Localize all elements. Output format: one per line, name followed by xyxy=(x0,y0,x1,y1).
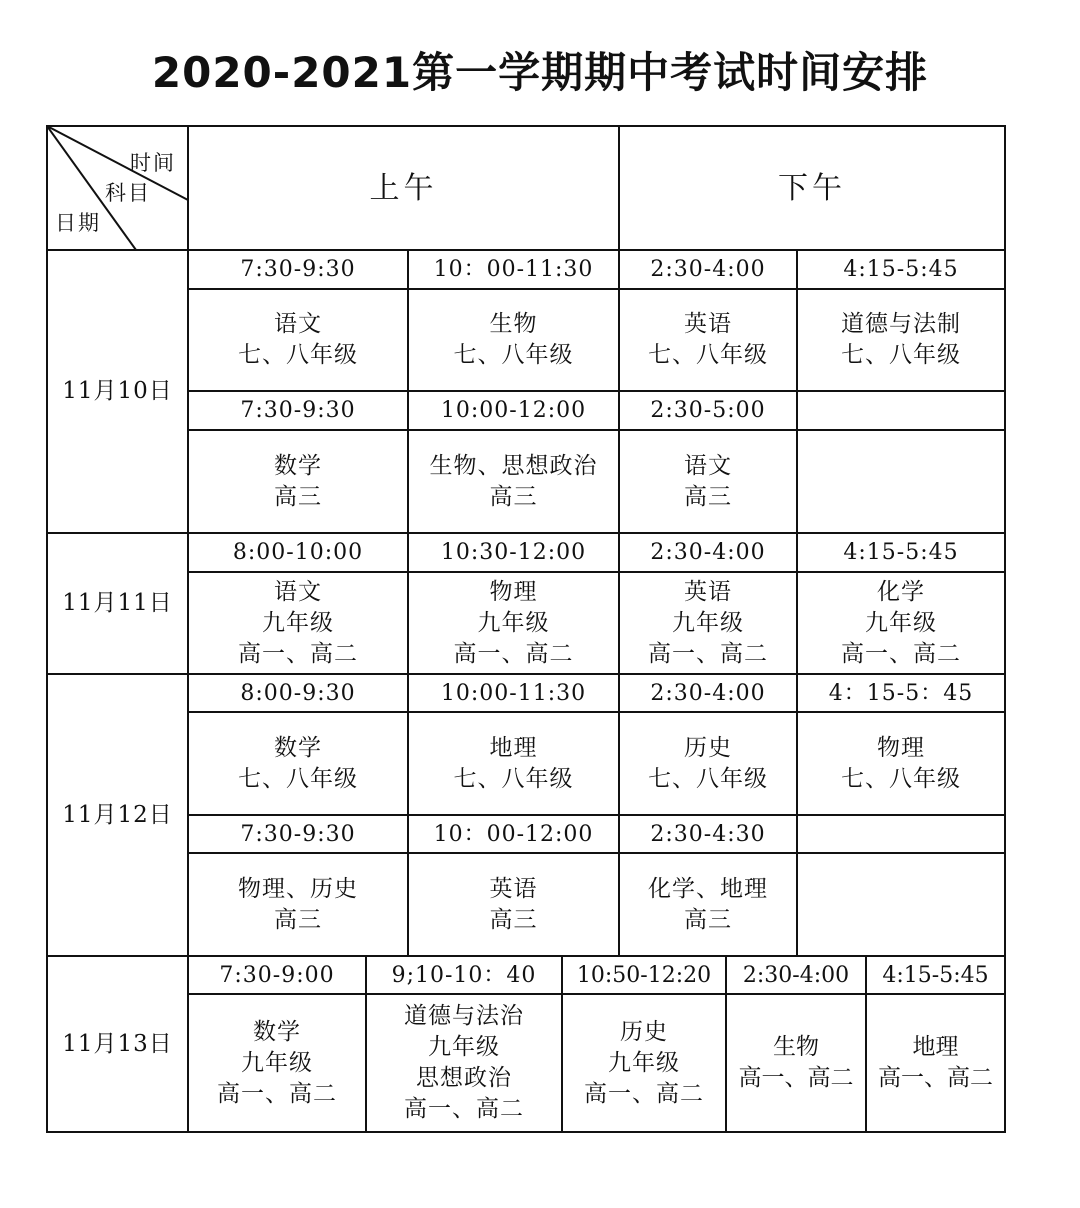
exam-grade: 七、八年级 xyxy=(453,342,574,368)
corner-label-time: 时间 xyxy=(130,151,176,175)
exam-grade: 高三 xyxy=(274,483,322,510)
exam-subject: 化学 xyxy=(877,578,925,605)
exam-cell xyxy=(408,430,619,533)
exam-cell xyxy=(797,289,1005,391)
time-slot: 10:30-12:00 xyxy=(440,540,587,565)
exam-subject: 地理 xyxy=(489,734,538,761)
exam-grade: 高三 xyxy=(489,483,538,510)
date-nov-10: 11月10日 xyxy=(62,378,173,404)
time-slot: 4：15-5：45 xyxy=(828,680,974,706)
exam-grade: 高一、高二 xyxy=(738,1065,854,1091)
exam-subject: 道德与法制 xyxy=(841,311,961,337)
exam-cell xyxy=(188,712,408,815)
exam-subject: 历史 xyxy=(684,734,732,761)
exam-cell xyxy=(188,572,408,674)
exam-grade: 七、八年级 xyxy=(648,765,768,792)
exam-cell xyxy=(408,853,619,956)
exam-cell xyxy=(188,853,408,956)
exam-cell xyxy=(188,289,408,391)
header-afternoon: 下午 xyxy=(778,170,846,206)
time-slot: 2:30-4:00 xyxy=(650,680,766,706)
page-title: 2020-2021第一学期期中考试时间安排 xyxy=(151,48,929,97)
exam-cell xyxy=(188,994,366,1132)
date-nov-13: 11月13日 xyxy=(62,1030,173,1057)
header-morning: 上午 xyxy=(369,170,438,206)
exam-cell xyxy=(562,994,726,1132)
exam-cell xyxy=(408,289,619,391)
time-slot: 2:30-5:00 xyxy=(650,398,766,423)
time-slot: 7:30-9:30 xyxy=(240,398,356,423)
exam-grade: 九年级 xyxy=(262,609,334,636)
exam-subject: 数学 xyxy=(253,1018,301,1045)
exam-subject: 英语 xyxy=(684,311,732,337)
exam-subject: 物理 xyxy=(877,734,925,761)
time-slot: 7:30-9:30 xyxy=(240,257,356,282)
exam-cell xyxy=(366,994,562,1132)
exam-grade: 七、八年级 xyxy=(453,765,574,792)
exam-grade: 九年级 xyxy=(477,609,550,636)
time-slot: 10：00-11:30 xyxy=(433,257,594,282)
corner-label-subject: 科目 xyxy=(105,181,151,205)
exam-subject: 语文 xyxy=(274,311,322,337)
exam-grade: 七、八年级 xyxy=(238,765,358,792)
exam-cell xyxy=(408,712,619,815)
exam-grade: 高一、高二 xyxy=(453,640,574,667)
exam-grade: 高三 xyxy=(274,906,322,933)
exam-grade: 九年级 xyxy=(865,609,937,636)
exam-cell xyxy=(866,994,1005,1132)
exam-grade: 高三 xyxy=(684,906,732,933)
exam-cell xyxy=(619,572,797,674)
exam-cell xyxy=(188,430,408,533)
exam-subject: 生物、思想政治 xyxy=(429,452,598,479)
exam-grade: 九年级 xyxy=(608,1049,680,1076)
time-slot: 2:30-4:00 xyxy=(650,257,766,282)
corner-label-date: 日期 xyxy=(55,211,101,235)
exam-subject: 语文 xyxy=(274,578,322,605)
exam-grade: 九年级 xyxy=(241,1049,313,1076)
exam-cell xyxy=(619,712,797,815)
exam-subject: 英语 xyxy=(489,875,538,902)
exam-grade: 高一、高二 xyxy=(648,640,768,667)
exam-grade: 七、八年级 xyxy=(841,765,961,792)
exam-subject: 语文 xyxy=(684,452,732,479)
exam-subject: 数学 xyxy=(274,734,322,761)
exam-grade: 高三 xyxy=(489,906,538,933)
exam-cell xyxy=(408,572,619,674)
exam-grade: 高一、高二 xyxy=(878,1065,993,1091)
time-slot: 7:30-9:30 xyxy=(240,821,356,847)
exam-cell xyxy=(619,289,797,391)
exam-cell xyxy=(797,572,1005,674)
date-nov-11: 11月11日 xyxy=(62,590,173,616)
exam-cell xyxy=(619,430,797,533)
exam-subject: 英语 xyxy=(684,578,732,605)
time-slot: 9;10-10：40 xyxy=(391,962,537,988)
exam-subject: 生物 xyxy=(773,1034,819,1060)
time-slot: 10:50-12:20 xyxy=(576,962,712,988)
exam-cell xyxy=(797,712,1005,815)
exam-grade: 高一、高二 xyxy=(217,1080,337,1107)
exam-subject: 物理、历史 xyxy=(238,875,358,902)
time-slot: 2:30-4:30 xyxy=(650,821,766,847)
exam-grade: 九年级 xyxy=(672,609,744,636)
exam-grade: 高一、高二 xyxy=(584,1080,704,1107)
exam-grade: 七、八年级 xyxy=(238,342,358,368)
exam-subject: 生物 xyxy=(489,311,538,337)
time-slot: 2:30-4:00 xyxy=(742,962,850,988)
exam-subject: 地理 xyxy=(912,1034,959,1060)
time-slot: 8:00-10:00 xyxy=(232,540,364,565)
time-slot: 7:30-9:00 xyxy=(219,962,335,988)
time-slot: 4:15-5:45 xyxy=(882,962,989,988)
exam-grade: 高一、高二 xyxy=(238,640,358,667)
exam-subject: 数学 xyxy=(274,452,322,479)
exam-cell xyxy=(619,853,797,956)
exam-subject: 思想政治 xyxy=(416,1065,512,1091)
exam-grade: 七、八年级 xyxy=(841,342,961,368)
exam-grade: 七、八年级 xyxy=(648,342,768,368)
time-slot: 10:00-12:00 xyxy=(440,398,587,423)
exam-subject: 物理 xyxy=(489,578,538,605)
time-slot: 10:00-11:30 xyxy=(440,680,587,706)
exam-grade: 高一、高二 xyxy=(404,1096,524,1122)
exam-subject: 道德与法治 xyxy=(404,1003,524,1029)
time-slot: 4:15-5:45 xyxy=(843,257,959,282)
time-slot: 10：00-12:00 xyxy=(433,821,594,847)
exam-subject: 历史 xyxy=(620,1018,668,1045)
time-slot: 4:15-5:45 xyxy=(843,540,959,565)
exam-subject: 化学、地理 xyxy=(648,875,768,902)
date-nov-12: 11月12日 xyxy=(62,801,173,828)
exam-grade: 高一、高二 xyxy=(841,640,961,667)
exam-cell xyxy=(726,994,866,1132)
exam-grade: 高三 xyxy=(684,483,732,510)
time-slot: 2:30-4:00 xyxy=(650,540,766,565)
time-slot: 8:00-9:30 xyxy=(240,680,356,706)
exam-grade: 九年级 xyxy=(428,1034,500,1060)
